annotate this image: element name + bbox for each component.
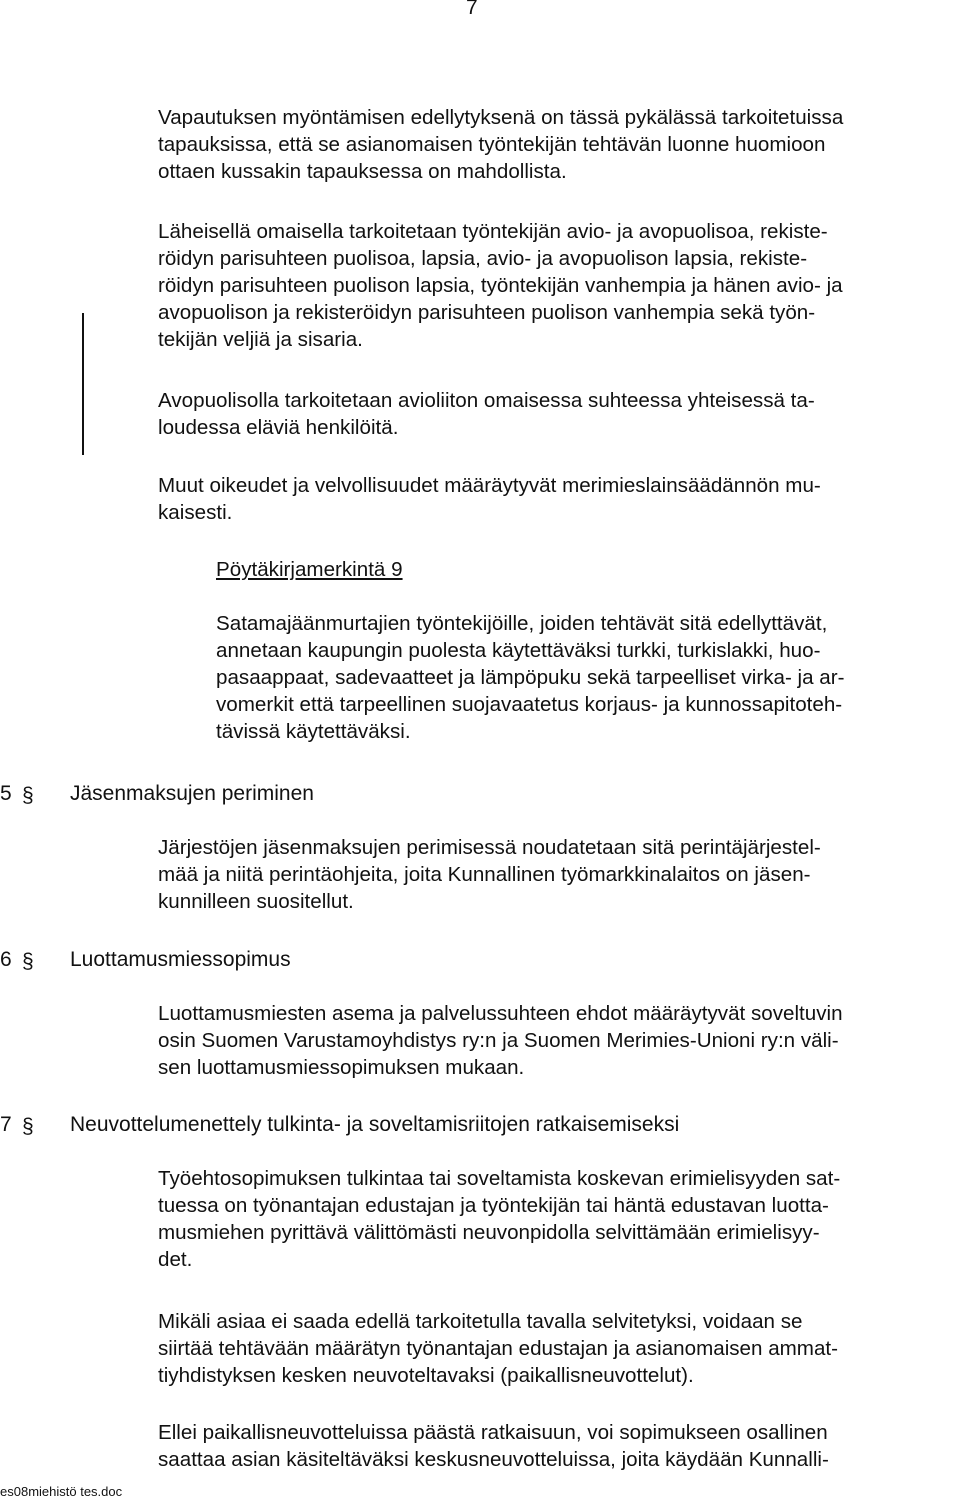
text-line: pasaappaat, sadevaatteet ja lämpöpuku sekä tarpeelliset virka- ja ar- [216,666,845,689]
paragraph [158,218,960,353]
paragraph [158,1419,960,1473]
paragraph [158,472,960,526]
section-title: Luottamusmiessopimus [70,948,291,971]
text-line: Muut oikeudet ja velvollisuudet määräytyvät merimieslainsäädännön mu- [158,474,821,497]
text-line: röidyn parisuhteen puolisoa, lapsia, avio- ja avopuolison lapsia, rekiste- [158,247,808,270]
text-line: ottaen kussakin tapauksessa on mahdollista. [158,160,567,183]
text-line: musmiehen pyrittävä välittömästi neuvonpidolla selvittämään erimielisyy- [158,1221,820,1244]
text-line: sen luottamusmiessopimuksen mukaan. [158,1056,525,1079]
text-line: Läheisellä omaisella tarkoitetaan työntekijän avio- ja avopuolisoa, rekiste- [158,220,828,243]
section-symbol: § [22,784,34,807]
change-bar [82,313,84,455]
section-title: Jäsenmaksujen periminen [70,782,314,805]
paragraph [158,104,960,185]
text-line: osin Suomen Varustamoyhdistys ry:n ja Suomen Merimies-Unioni ry:n väli- [158,1029,839,1052]
text-line: Satamajäänmurtajien työntekijöille, joiden tehtävät sitä edellyttävät, [216,612,828,635]
text-line: vomerkit että tarpeellinen suojavaatetus korjaus- ja kunnossapitoteh- [216,693,843,716]
page-number: 7 [466,0,478,19]
text-line: tiyhdistyksen kesken neuvoteltavaksi (paikallisneuvottelut). [158,1364,694,1387]
text-line: Työehtosopimuksen tulkintaa tai soveltamista koskevan erimielisyyden sat- [158,1167,841,1190]
paragraph [158,1165,960,1273]
text-line: siirtää tehtävään määrätyn työnantajan edustajan ja asianomaisen ammat- [158,1337,838,1360]
paragraph [158,1000,960,1081]
section-symbol: § [22,950,34,973]
text-line: kunnilleen suositellut. [158,890,354,913]
text-line: tekijän veljiä ja sisaria. [158,328,363,351]
text-line: avopuolison ja rekisteröidyn parisuhteen puolison vanhempia sekä työn- [158,301,816,324]
footer-filename: es08miehistö tes.doc [0,1484,123,1499]
text-line: det. [158,1248,193,1271]
section-number: 6 [0,948,12,971]
text-line: Mikäli asiaa ei saada edellä tarkoitetulla tavalla selvitetyksi, voidaan se [158,1310,803,1333]
text-line: tapauksissa, että se asianomaisen työntekijän tehtävän luonne huomioon [158,133,826,156]
memo-title: Pöytäkirjamerkintä 9 [216,558,403,581]
text-line: saattaa asian käsiteltäväksi keskusneuvotteluissa, joita käydään Kunnalli- [158,1448,829,1471]
text-line: Luottamusmiesten asema ja palvelussuhteen ehdot määräytyvät soveltuvin [158,1002,843,1025]
section-number: 7 [0,1113,12,1136]
text-line: röidyn parisuhteen puolison lapsia, työntekijän vanhempia ja hänen avio- ja [158,274,843,297]
text-line: Järjestöjen jäsenmaksujen perimisessä noudatetaan sitä perintäjärjestel- [158,836,821,859]
paragraph [158,834,960,915]
text-line: Vapautuksen myöntämisen edellytyksenä on tässä pykälässä tarkoitetuissa [158,106,844,129]
text-line: annetaan kaupungin puolesta käytettäväksi turkki, turkislakki, huo- [216,639,821,662]
text-line: tuessa on työnantajan edustajan ja työntekijän tai häntä edustavan luotta- [158,1194,829,1217]
text-line: kaisesti. [158,501,233,524]
text-line: Ellei paikallisneuvotteluissa päästä ratkaisuun, voi sopimukseen osallinen [158,1421,828,1444]
text-line: Avopuolisolla tarkoitetaan avioliiton omaisessa suhteessa yhteisessä ta- [158,389,815,412]
section-symbol: § [22,1115,34,1138]
paragraph [158,387,960,441]
section-title: Neuvottelumenettely tulkinta- ja soveltamisriitojen ratkaisemiseksi [70,1113,680,1136]
memo-paragraph [216,610,960,745]
text-line: mää ja niitä perintäohjeita, joita Kunnallinen työmarkkinalaitos on jäsen- [158,863,811,886]
text-line: tävissä käytettäväksi. [216,720,411,743]
text-line: loudessa eläviä henkilöitä. [158,416,399,439]
section-number: 5 [0,782,12,805]
paragraph [158,1308,960,1389]
